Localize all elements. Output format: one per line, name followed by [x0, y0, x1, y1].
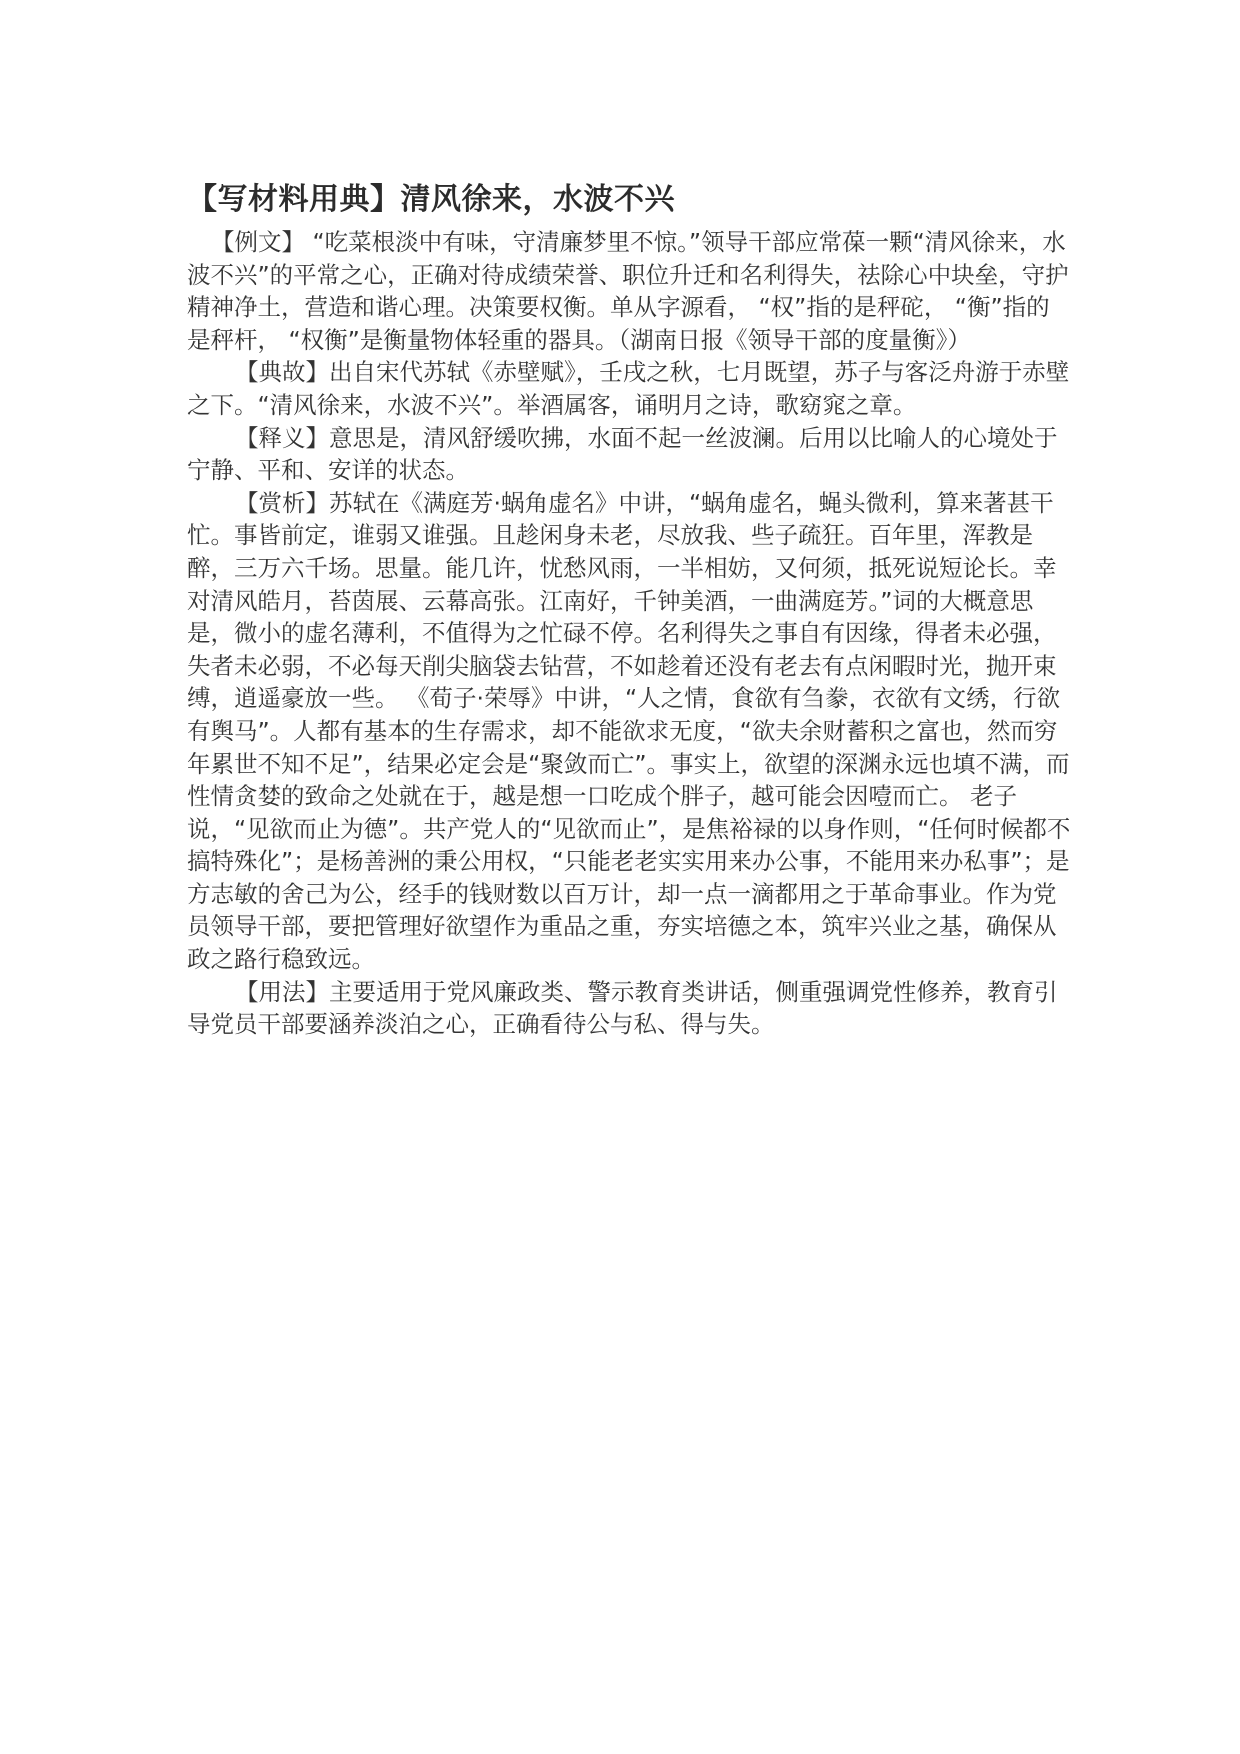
document-page — [187, 178, 1072, 1041]
paragraph-appreciation: 【赏析】苏轼在《满庭芳·蜗角虚名》中讲，“蜗角虚名，蝇头微利，算来著甚干忙。事皆前定，谁弱又谁强。且趁闲身未老，尽放我、些子疏狂。百年里，浑教是醉，三万六千场。思量。能几许，忧愁风雨，一半相妨，又何须，抵死说短论长。幸对清风皓月，苔茵展、云幕高张。江南好，千钟美酒，一曲满庭芳。”词的大概意思是，微小的虚名薄利，不值得为之忙碌不停。名利得失之事自有因缘，得者未必强，失者未必弱，不必每天削尖脑袋去钻营，不如趁着还没有老去有点闲暇时光，抛开束缚，逍遥豪放一些。 《荀子·荣辱》中讲，“人之情，食欲有刍豢，衣欲有文绣，行欲有舆马”。人都有基本的生存需求，却不能欲求无度，“欲夫余财蓄积之富也，然而穷年累世不知不足”，结果必定会是“聚敛而亡”。事实上，欲望的深渊永远也填不满，而性情贪婪的致命之处就在于，越是想一口吃成个胖子，越可能会因噎而亡。 老子说，“见欲而止为德”。共产党人的“见欲而止”，是焦裕禄的以身作则，“任何时候都不搞特殊化”；是杨善洲的秉公用权，“只能老老实实用来办公事，不能用来办私事”；是方志敏的舍己为公，经手的钱财数以百万计，却一点一滴都用之于革命事业。作为党员领导干部，要把管理好欲望作为重品之重，夯实培德之本，筑牢兴业之基，确保从政之路行稳致远。 — [187, 488, 1071, 974]
paragraph-usage: 【用法】主要适用于党风廉政类、警示教育类讲话，侧重强调党性修养，教育引导党员干部要涵养淡泊之心，正确看待公与私、得与失。 — [187, 977, 1058, 1039]
paragraph-example: 【例文】 “吃菜根淡中有味，守清廉梦里不惊。”领导干部应常葆一颗“清风徐来，水波不兴”的平常之心，正确对待成绩荣誉、职位升迁和名利得失，祛除心中块垒，守护精神净土，营造和谐心理。决策要权衡。单从字源看， “权”指的是秤砣， “衡”指的是秤杆， “权衡”是衡量物体轻重的器具。（湖南日报《领导干部的度量衡》） — [187, 228, 1069, 354]
paragraph-meaning: 【释义】意思是，清风舒缓吹拂，水面不起一丝波澜。后用以比喻人的心境处于宁静、平和、安详的状态。 — [187, 423, 1058, 485]
document-title: 【写材料用典】清风徐来，水波不兴 — [187, 182, 675, 217]
paragraph-allusion: 【典故】出自宋代苏轼《赤壁赋》，壬戌之秋，七月既望，苏子与客泛舟游于赤壁之下。“清风徐来，水波不兴”。举酒属客，诵明月之诗，歌窈窕之章。 — [187, 358, 1070, 419]
